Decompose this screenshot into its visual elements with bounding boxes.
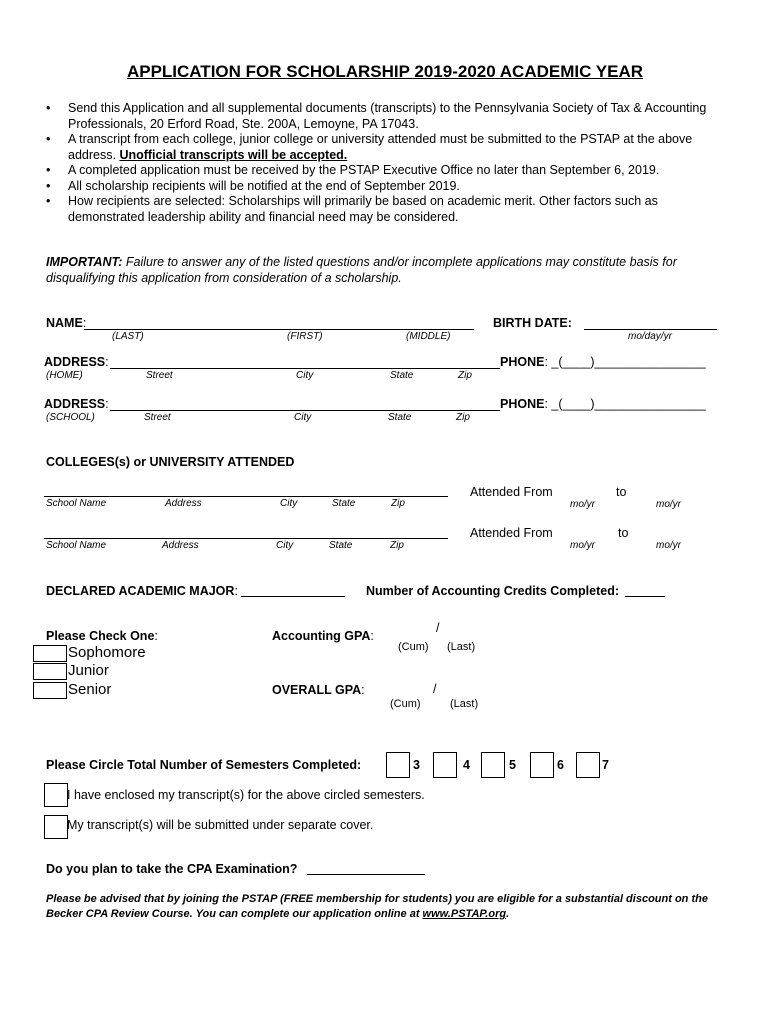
college-1-to-hint: mo/yr: [656, 499, 681, 510]
credits-label: Number of Accounting Credits Completed:: [366, 584, 620, 598]
semester-3-label: 3: [413, 758, 420, 772]
college-1-state-hint: State: [332, 498, 356, 509]
school-phone-field[interactable]: PHONE: _(____)________________: [500, 397, 706, 411]
semester-4-label: 4: [463, 758, 470, 772]
college-2-state-hint: State: [329, 540, 353, 551]
home-zip-hint: Zip: [458, 370, 472, 381]
check-one-label: Please Check One:: [46, 629, 158, 643]
overall-gpa-last[interactable]: (Last): [450, 698, 479, 710]
birth-date-field[interactable]: [584, 329, 717, 330]
accounting-gpa-slash: /: [436, 621, 440, 635]
name-last-hint: (LAST): [112, 331, 144, 342]
semester-5-box[interactable]: [481, 752, 505, 778]
school-address-label: ADDRESS:: [44, 397, 109, 411]
accounting-gpa-cum[interactable]: (Cum): [398, 641, 429, 653]
home-state-hint: State: [390, 370, 414, 381]
college-2-to: to: [618, 526, 629, 540]
list-item: • A completed application must be received by the PSTAP Executive Office no later than September 6, 2019.: [46, 163, 660, 177]
semester-7-box[interactable]: [576, 752, 600, 778]
important-notice: IMPORTANT: Failure to answer any of the listed questions and/or incomplete applications may constitute basis for disqualifying this application from consideration of a scholarship.: [46, 255, 677, 285]
home-city-hint: City: [296, 370, 314, 381]
bullet-icon: •: [46, 101, 51, 115]
college-2-zip-hint: Zip: [390, 540, 404, 551]
colleges-heading: COLLEGES(s) or UNIVERSITY ATTENDED: [46, 455, 295, 469]
semester-6-box[interactable]: [530, 752, 554, 778]
junior-checkbox[interactable]: [33, 663, 67, 680]
college-2-city-hint: City: [276, 540, 294, 551]
overall-gpa-label: OVERALL GPA:: [272, 683, 365, 697]
semester-3-box[interactable]: [386, 752, 410, 778]
home-address-field[interactable]: [110, 368, 500, 369]
college-2-address-hint: Address: [162, 540, 199, 551]
name-label: NAME:: [46, 316, 87, 330]
college-2-attended-from: Attended From: [470, 526, 553, 540]
becker-discount-note: Please be advised that by joining the PSTAP (FREE membership for students) you are eligible for a substantial discount on the Becker CPA Review Course. You can complete our application online at www.PSTAP.org.: [46, 893, 708, 920]
home-phone-field[interactable]: PHONE: _(____)________________: [500, 355, 706, 369]
college-1-attended-from: Attended From: [470, 485, 553, 499]
pstap-link[interactable]: www.PSTAP.org: [422, 908, 507, 920]
major-field[interactable]: [241, 596, 345, 597]
overall-gpa-slash: /: [433, 682, 437, 696]
school-type-hint: (SCHOOL): [46, 412, 95, 423]
college-2-school-hint: School Name: [46, 540, 107, 551]
cpa-question: Do you plan to take the CPA Examination?: [46, 862, 298, 876]
name-middle-hint: (MIDDLE): [406, 331, 451, 342]
transcript-enclosed-checkbox[interactable]: [44, 783, 68, 807]
list-item: • A transcript from each college, junior college or university attended must be submitted to the PSTAP at the above address. Unofficial transcripts will be accepted.: [46, 132, 693, 162]
school-state-hint: State: [388, 412, 412, 423]
junior-label: Junior: [68, 662, 109, 679]
name-field[interactable]: [84, 329, 474, 330]
home-address-label: ADDRESS:: [44, 355, 109, 369]
transcript-enclosed-label: I have enclosed my transcript(s) for the above circled semesters.: [67, 788, 425, 802]
credits-field[interactable]: [625, 596, 665, 597]
semesters-label: Please Circle Total Number of Semesters Completed:: [46, 758, 362, 772]
school-city-hint: City: [294, 412, 312, 423]
college-2-to-hint: mo/yr: [656, 540, 681, 551]
bullet-icon: •: [46, 163, 51, 177]
major-label: DECLARED ACADEMIC MAJOR:: [46, 584, 238, 598]
senior-label: Senior: [68, 681, 112, 698]
overall-gpa-cum[interactable]: (Cum): [390, 698, 421, 710]
semester-6-label: 6: [557, 758, 564, 772]
birth-date-label: BIRTH DATE:: [493, 316, 572, 330]
accounting-gpa-last[interactable]: (Last): [447, 641, 476, 653]
instructions-list: [40, 101, 720, 225]
school-address-field[interactable]: [110, 410, 500, 411]
college-1-to: to: [616, 485, 627, 499]
important-label: IMPORTANT:: [46, 255, 123, 269]
college-1-zip-hint: Zip: [391, 498, 405, 509]
bullet-icon: •: [46, 178, 51, 193]
transcript-separate-checkbox[interactable]: [44, 815, 68, 839]
semester-4-box[interactable]: [433, 752, 457, 778]
birth-date-hint: mo/day/yr: [628, 331, 672, 342]
bullet-icon: •: [46, 132, 51, 146]
name-first-hint: (FIRST): [287, 331, 323, 342]
bullet-icon: •: [46, 194, 51, 208]
college-1-from-hint: mo/yr: [570, 499, 595, 510]
semester-7-label: 7: [602, 758, 609, 772]
college-1-school-hint: School Name: [46, 498, 107, 509]
sophomore-label: Sophomore: [68, 644, 146, 661]
list-item: • All scholarship recipients will be notified at the end of September 2019.: [46, 178, 460, 193]
list-item: • Send this Application and all supplemental documents (transcripts) to the Pennsylvania Society of Tax & Accounting Professionals, 20 Erford Road, Ste. 200A, Lemoyne, PA 17043.: [46, 101, 707, 131]
page-title: APPLICATION FOR SCHOLARSHIP 2019-2020 ACADEMIC YEAR: [126, 62, 644, 81]
home-street-hint: Street: [146, 370, 173, 381]
list-item: • How recipients are selected: Scholarships will primarily be based on academic merit. Other factors such as demonstrated leadership ability and financial need may be considered.: [46, 194, 658, 224]
senior-checkbox[interactable]: [33, 682, 67, 699]
accounting-gpa-label: Accounting GPA:: [272, 629, 374, 643]
sophomore-checkbox[interactable]: [33, 645, 67, 662]
unofficial-note: Unofficial transcripts will be accepted.: [119, 147, 348, 162]
college-1-address-hint: Address: [165, 498, 202, 509]
college-2-from-hint: mo/yr: [570, 540, 595, 551]
transcript-separate-label: My transcript(s) will be submitted under separate cover.: [67, 818, 374, 832]
college-2-field[interactable]: [44, 538, 448, 539]
school-street-hint: Street: [144, 412, 171, 423]
college-1-field[interactable]: [44, 496, 448, 497]
college-1-city-hint: City: [280, 498, 298, 509]
home-type-hint: (HOME): [46, 370, 83, 381]
semester-5-label: 5: [509, 758, 516, 772]
school-zip-hint: Zip: [456, 412, 470, 423]
cpa-answer-field[interactable]: [307, 874, 425, 875]
